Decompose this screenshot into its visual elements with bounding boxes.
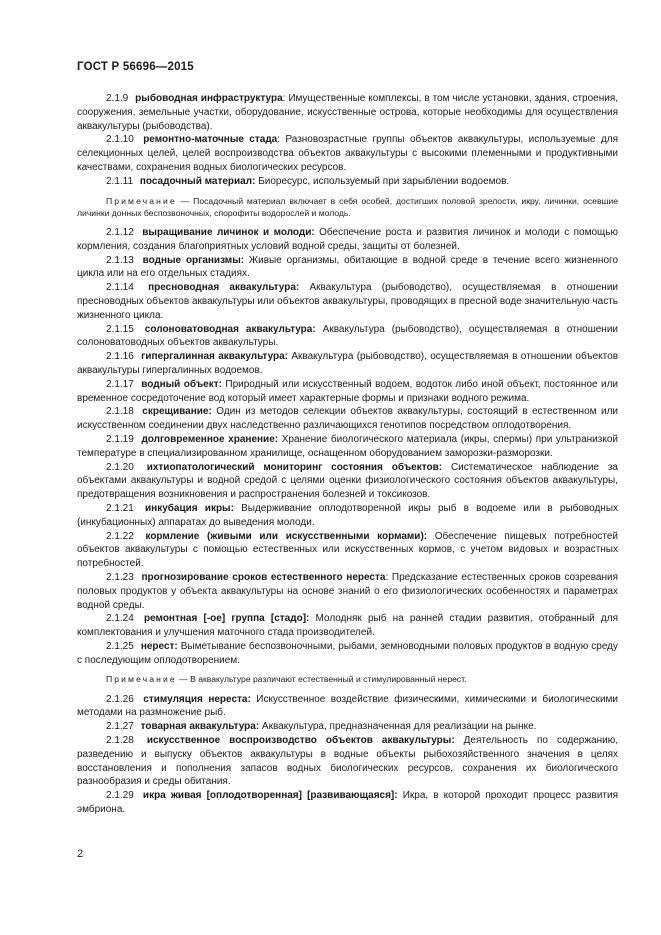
entry-term: инкубация икры: — [145, 502, 234, 514]
term-entry — [77, 530, 618, 571]
entry-term: икра живая [оплодотворенная] [развивающаяся]: — [142, 790, 398, 802]
entry-definition: Имущественные комплексы, в том числе установки, здания, строения, сооружения, земельные участки, оборудование, искусственные острова, которые необходимы для осуществления аквакультуры (рыбоводства). — [77, 93, 619, 132]
entry-term: рыбоводная инфраструктура — [135, 93, 283, 104]
term-entry — [77, 461, 618, 502]
term-entry — [77, 433, 618, 461]
entry-term: прогнозирование сроков естественного нереста — [141, 571, 386, 583]
term-entry — [77, 281, 618, 322]
term-entry — [77, 323, 618, 351]
note-text: — Посадочный материал включает в себя особей, достигших половой зрелости, икру, личинки, осевшие личинки донных беспозвоночных, спорофиты водорослей и молодь. — [77, 195, 618, 218]
entry-number: 2.1.22 — [106, 530, 134, 542]
term-entry — [77, 254, 618, 282]
entry-definition: Аквакультура, предназначенная для реализации на рынке. — [259, 721, 537, 733]
entry-definition: Хранение биологического материала (икры, спермы) при ультранизкой температуре в специализированном хранилище, оснащенном оборудованием заморозки-разморозки. — [77, 433, 618, 459]
term-entry — [77, 92, 618, 133]
term-entry — [77, 405, 618, 433]
entry-colon: : — [277, 134, 281, 146]
entry-definition: Биоресурс, используемый при зарыблении водоемов. — [255, 175, 510, 187]
entry-number: 2.1.23 — [106, 571, 134, 583]
entry-definition: Систематическое наблюдение за объектами аквакультуры и водной средой с целями оценки физиологического состояния объектов аквакультуры, предотвращения возникновения и распространения болезней и токсикозов. — [77, 461, 618, 501]
page-number: 2 — [77, 848, 84, 860]
entry-number: 2.1.18 — [106, 406, 134, 418]
entry-definition: Аквакультура (рыбоводство), осуществляемая в отношении объектов аквакультуры гипергалинных водоемов. — [77, 351, 619, 376]
entry-number: 2.1.15 — [106, 323, 134, 335]
entry-number: 2.1.9 — [106, 93, 129, 104]
entry-term: товарная аквакультура: — [140, 721, 260, 733]
entry-term: водные организмы: — [142, 254, 245, 266]
entry-number: 2.1.21 — [106, 502, 134, 514]
entry-term: водный объект: — [141, 378, 222, 390]
note — [77, 195, 618, 219]
entry-colon: : — [282, 93, 286, 104]
entry-term: долговременное хранение: — [141, 433, 279, 445]
entry-definition: Природный или искусственный водоем, водоток либо иной объект, постоянное или временное сосредоточение вод который имеет характерные формы и признаки водного режима. — [77, 378, 618, 404]
entry-term: пресноводная аквакультура: — [148, 282, 300, 294]
entry-definition: Выдерживание оплодотворенной икры рыб в водоеме или в рыбоводных (инкубационных) аппаратах до выведения молоди. — [77, 502, 619, 528]
term-entry — [77, 571, 618, 612]
term-entry — [77, 226, 618, 254]
entry-definition: Обеспечение пищевых потребностей объектов аквакультуры с помощью естественных или искусственных кормов, с учетом видовых и возрастных потребностей. — [77, 530, 619, 570]
entry-definition: Выметывание беспозвоночными, рыбами, земноводными половых продуктов в водную среду с последующим оплодотворением. — [77, 640, 618, 666]
entry-definition: Деятельность по содержанию, разведению и выпуску объектов аквакультуры в водные объекты рыбохозяйственного значения в целях восстановления и пополнения запасов водных биологических ресурсов, сохранения их биологического разнообразия и среды обитания. — [77, 735, 619, 788]
entry-number: 2.1.19 — [106, 433, 134, 445]
entry-number: 2.1.20 — [106, 461, 134, 473]
entry-number: 2.1.12 — [106, 226, 134, 238]
entry-number: 2.1.16 — [106, 351, 134, 363]
entry-definition: Предсказание естественных сроков созревания половых продуктов у объекта аквакультуры на основе знаний о его физиологических особенностях и параметрах водной среды. — [77, 571, 619, 611]
entry-term: стимуляция нереста: — [143, 693, 251, 705]
document-header: ГОСТ Р 56696—2015 — [77, 61, 194, 73]
entry-term: гипергалинная аквакультура: — [141, 351, 288, 363]
term-entry — [77, 502, 618, 530]
term-entry — [77, 350, 618, 378]
entry-term: ремонтная [-ое] группа [стадо]: — [144, 613, 310, 625]
entry-definition: Аквакультура (рыбоводство), осуществляемая в отношении солоноватоводных объектов аквакультуры. — [77, 323, 618, 349]
entry-number: 2.1.25 — [106, 640, 134, 652]
entry-number: 2.1.13 — [106, 254, 134, 266]
term-entry — [77, 640, 618, 668]
entry-term: посадочный материал: — [139, 175, 256, 187]
term-entry — [77, 378, 618, 406]
entry-definition: Молодняк рыб на ранней стадии развития, отобранный для комплектования и улучшения маточного стада производителей. — [77, 613, 619, 639]
entry-term: ремонтно-маточные стада — [143, 134, 278, 146]
entry-number: 2.1.27 — [106, 721, 134, 733]
entry-number: 2.1.29 — [106, 790, 134, 802]
entry-number: 2.1.17 — [106, 378, 134, 390]
term-entry — [77, 693, 618, 721]
document-body — [77, 92, 618, 817]
entry-number: 2.1.24 — [106, 613, 134, 625]
entry-definition: Обеспечение роста и развития личинок и молоди с помощью кормления, создания благоприятных условий водной среды, защиты от болезней. — [77, 226, 618, 252]
entry-term: кормление (живыми или искусственными кормами): — [145, 530, 428, 542]
entry-term: скрещивание: — [142, 406, 212, 418]
entry-term: нерест: — [140, 640, 178, 652]
term-entry — [77, 133, 618, 174]
entry-term: искусственное воспроизводство объектов аквакультуры: — [146, 735, 455, 747]
entry-definition: Аквакультура (рыбоводство), осуществляемая в отношении пресноводных объектов аквакультуры или объектов аквакультуры, проводящих в пресной воде значительную часть жизненного цикла. — [77, 282, 618, 321]
entry-number: 2.1.28 — [106, 735, 134, 747]
note-label: Примечание — [106, 674, 177, 685]
note — [77, 673, 618, 685]
entry-term: солоноватоводная аквакультура: — [144, 323, 316, 335]
entry-term: выращивание личинок и молоди: — [142, 226, 315, 238]
term-entry — [77, 612, 618, 640]
entry-definition: Разновозрастные группы объектов аквакультуры, используемые для селекционных целей, целей воспроизводства объектов аквакультуры с высокими племенными и продуктивными качествами, сохранения водных биологических ресурсов. — [77, 134, 619, 173]
entry-definition: Живые организмы, обитающие в водной среде в течение всего жизненного цикла или на его отдельных стадиях. — [77, 254, 618, 280]
entry-term: ихтиопатологический мониторинг состояния объектов: — [146, 461, 443, 473]
entry-number: 2.1.14 — [106, 282, 134, 294]
note-text: — В аквакультуре различают естественный и стимулированный нерест. — [176, 674, 467, 685]
term-entry — [77, 789, 618, 817]
note-label: Примечание — [106, 195, 177, 206]
entry-definition: Искусственное воздействие физическими, химическими и биологическими методами на размножение рыб. — [77, 693, 618, 719]
term-entry — [77, 175, 618, 189]
term-entry — [77, 720, 618, 734]
entry-definition: Один из методов селекции объектов аквакультуры, состоящий в естественном или искусственном соединении двух наследственно различающихся генотипов посредством оплодотворения. — [77, 406, 618, 432]
entry-number: 2.1.26 — [106, 693, 134, 705]
entry-number: 2.1.10 — [106, 134, 134, 146]
entry-number: 2.1.11 — [106, 175, 134, 187]
entry-colon: : — [385, 571, 389, 583]
entry-definition: Икра, в которой проходит процесс развития эмбриона. — [77, 790, 618, 816]
term-entry — [77, 734, 618, 789]
